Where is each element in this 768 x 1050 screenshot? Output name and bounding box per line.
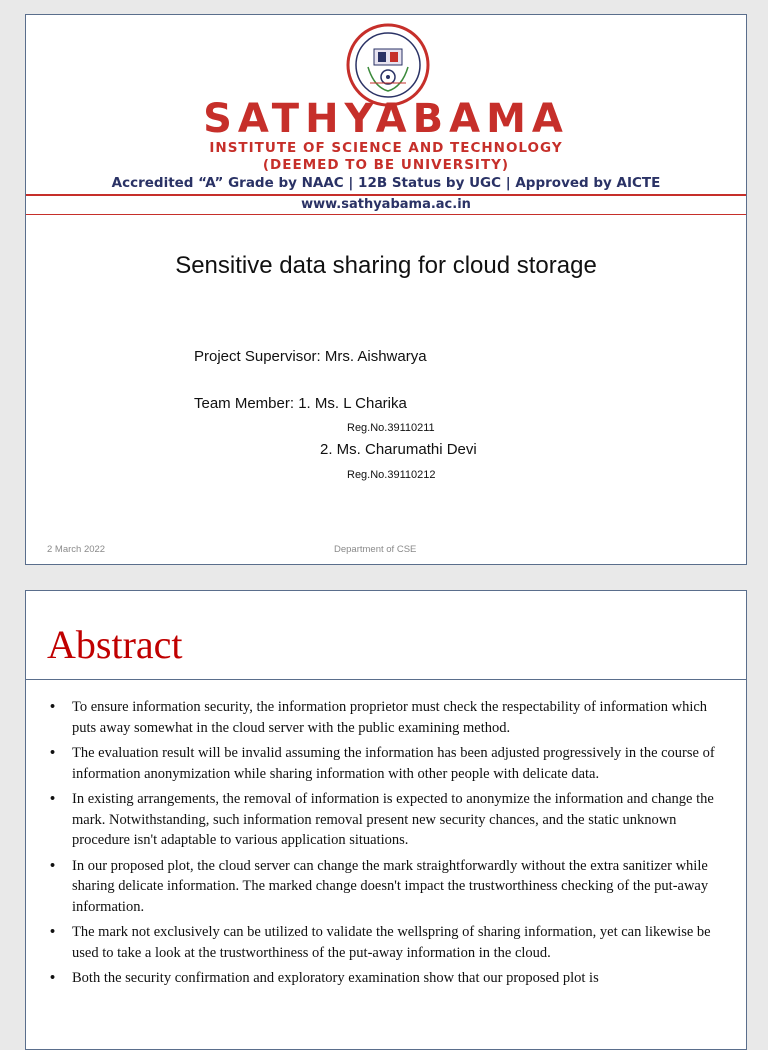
project-supervisor: Project Supervisor: Mrs. Aishwarya (194, 348, 427, 365)
website-link[interactable]: www.sathyabama.ac.in (301, 197, 471, 212)
footer-department: Department of CSE (334, 544, 417, 555)
deemed-line: (DEEMED TO BE UNIVERSITY) (262, 157, 510, 173)
footer-date: 2 March 2022 (47, 544, 106, 555)
project-title: Sensitive data sharing for cloud storage (175, 252, 597, 279)
team-member-2: 2. Ms. Charumathi Devi (320, 441, 477, 458)
abstract-heading: Abstract (47, 622, 183, 667)
university-name: SATHYABAMA (203, 96, 569, 142)
list-item: • Both the security confirmation and exploratory examination show that our proposed plot is (46, 968, 726, 989)
institute-line: INSTITUTE OF SCIENCE AND TECHNOLOGY (209, 140, 563, 156)
list-item: • In our proposed plot, the cloud server can change the mark straightforwardly without the extra sanitizer while sharing delicate information. The marked change doesn't impact the trustworthiness checking of the put-away information. (46, 856, 726, 918)
abstract-slide (25, 590, 747, 1050)
heading-divider (26, 679, 746, 680)
title-slide (25, 14, 747, 565)
reg-number-2: Reg.No.39110212 (347, 469, 436, 481)
reg-number-1: Reg.No.39110211 (347, 422, 435, 434)
list-item: • To ensure information security, the information proprietor must check the respectability of information which puts away somewhat in the cloud server with the public examining method. (46, 697, 726, 738)
header-divider-bottom (26, 214, 746, 215)
list-item: • In existing arrangements, the removal of information is expected to anonymize the information and change the mark. Notwithstanding, such information removal present new security chances, and the static unknown procedure isn't adaptable to various application situations. (46, 789, 726, 851)
team-member-1: Team Member: 1. Ms. L Charika (194, 395, 407, 412)
accreditation-line: Accredited “A” Grade by NAAC | 12B Status by UGC | Approved by AICTE (111, 175, 661, 191)
list-item: • The mark not exclusively can be utilized to validate the wellspring of sharing information, yet can likewise be used to take a look at the trustworthiness of the put-away information in the cloud. (46, 922, 726, 963)
abstract-bullet-list (46, 697, 726, 994)
list-item: • The evaluation result will be invalid assuming the information has been adjusted progressively in the course of information anonymization while sharing information with other people with delicate data. (46, 743, 726, 784)
